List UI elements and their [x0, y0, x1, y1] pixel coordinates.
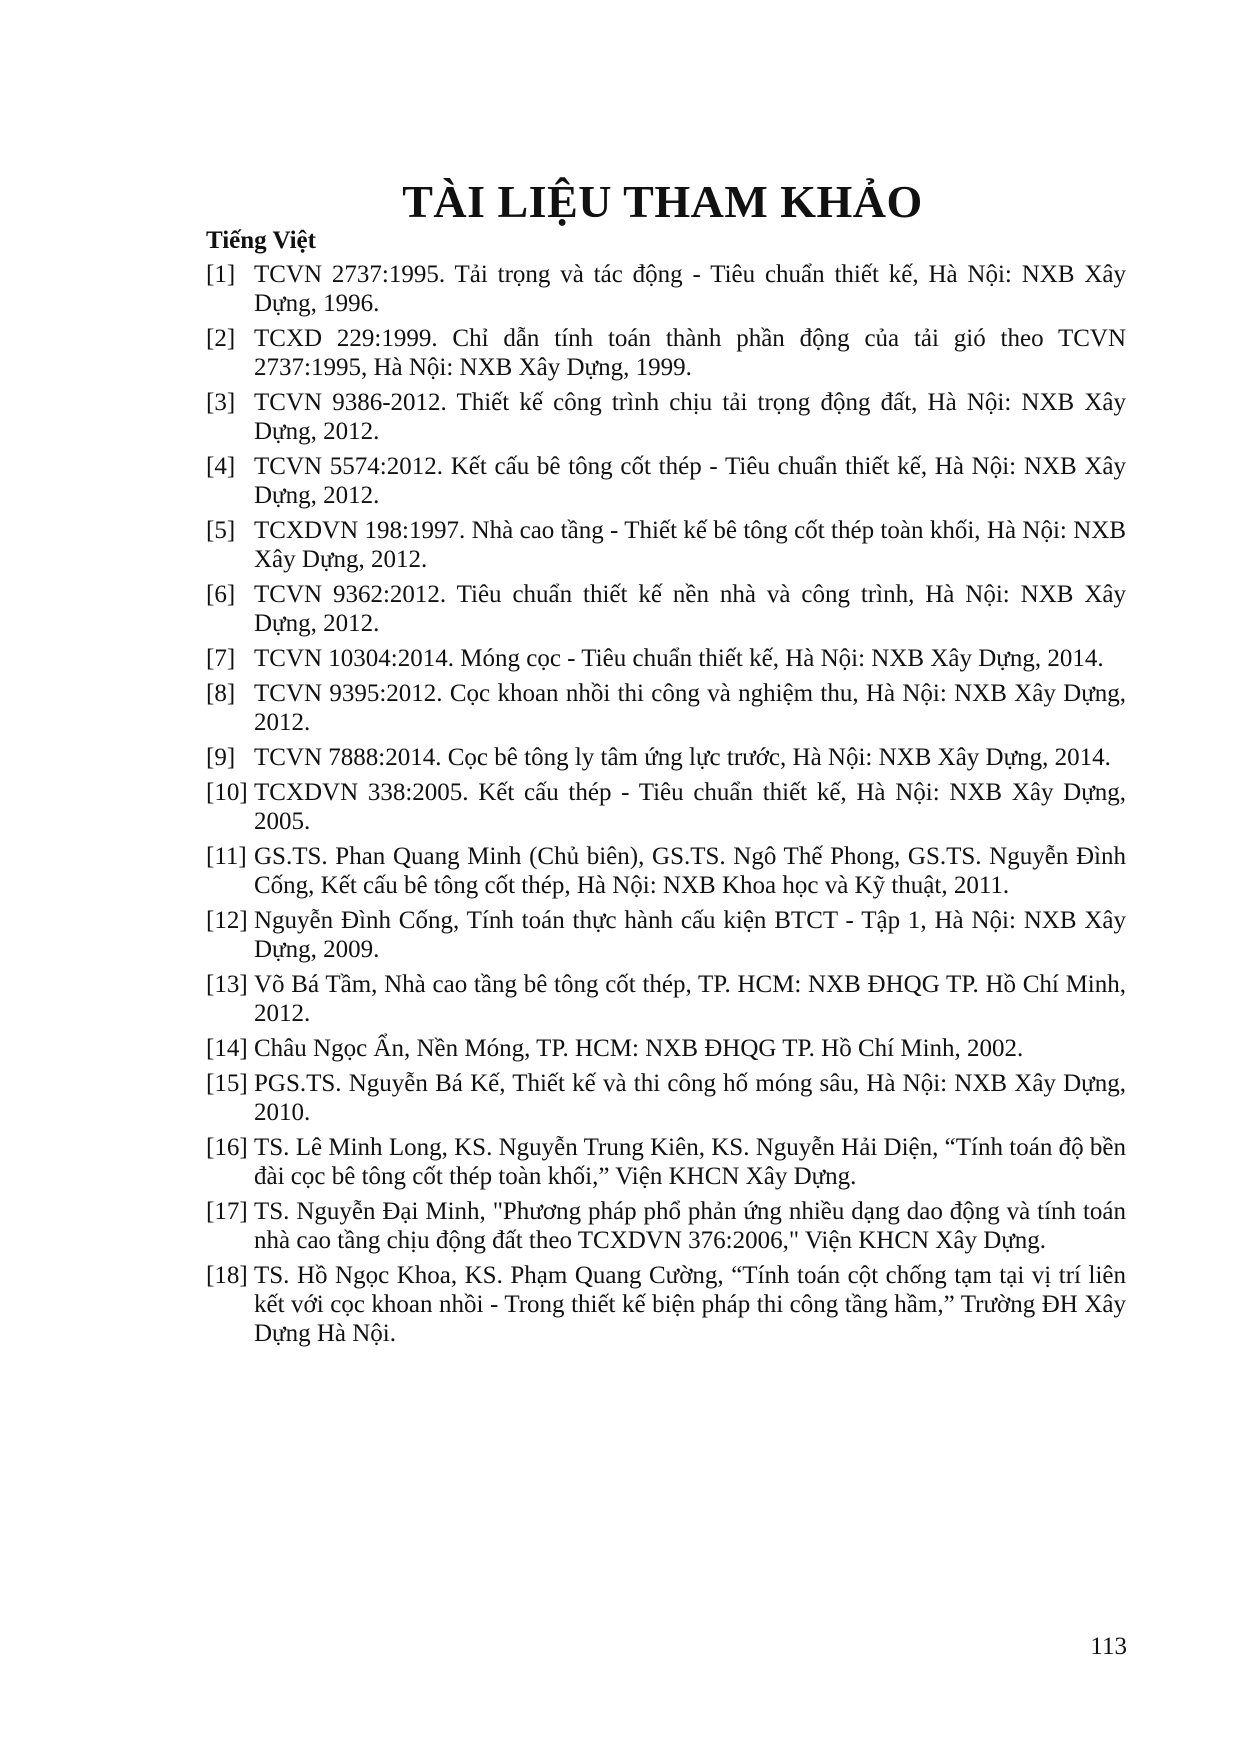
reference-item	[206, 580, 1126, 638]
reference-number: [2]	[206, 325, 236, 352]
reference-number: [5]	[206, 517, 236, 544]
reference-item	[206, 324, 1126, 382]
reference-text: TCXDVN 198:1997. Nhà cao tầng - Thiết kế bê tông cốt thép toàn khối, Hà Nội: NXB Xây Dựng, 2012.	[254, 517, 1126, 573]
reference-text: TCVN 2737:1995. Tải trọng và tác động - Tiêu chuẩn thiết kế, Hà Nội: NXB Xây Dựng, 1996.	[254, 261, 1126, 317]
reference-text: PGS.TS. Nguyễn Bá Kế, Thiết kế và thi công hố móng sâu, Hà Nội: NXB Xây Dựng, 2010.	[254, 1070, 1126, 1126]
reference-number: [15]	[206, 1070, 248, 1097]
reference-number: [10]	[206, 779, 248, 806]
page-title: TÀI LIỆU THAM KHẢO	[402, 176, 923, 227]
reference-number: [9]	[206, 744, 236, 771]
reference-number: [16]	[206, 1134, 248, 1161]
reference-item	[206, 1261, 1126, 1348]
reference-text: TCVN 9386-2012. Thiết kế công trình chịu tải trọng động đất, Hà Nội: NXB Xây Dựng, 2012.	[254, 389, 1126, 445]
reference-item	[206, 644, 1126, 673]
reference-item	[206, 1133, 1126, 1191]
reference-number: [18]	[206, 1262, 248, 1289]
reference-text: Châu Ngọc Ẩn, Nền Móng, TP. HCM: NXB ĐHQG TP. Hồ Chí Minh, 2002.	[254, 1035, 1024, 1062]
reference-number: [13]	[206, 971, 248, 998]
reference-item	[206, 516, 1126, 574]
reference-number: [7]	[206, 645, 236, 672]
reference-item	[206, 842, 1126, 900]
reference-item	[206, 679, 1126, 737]
reference-text: TCVN 10304:2014. Móng cọc - Tiêu chuẩn thiết kế, Hà Nội: NXB Xây Dựng, 2014.	[254, 645, 1104, 672]
reference-number: [14]	[206, 1035, 248, 1062]
reference-item	[206, 452, 1126, 510]
reference-text: GS.TS. Phan Quang Minh (Chủ biên), GS.TS. Ngô Thế Phong, GS.TS. Nguyễn Đình Cống, Kết cấu bê tông cốt thép, Hà Nội: NXB Khoa học và Kỹ thuật, 2011.	[254, 843, 1126, 899]
page-number: 113	[1090, 1633, 1127, 1660]
reference-number: [4]	[206, 453, 236, 480]
reference-number: [3]	[206, 389, 236, 416]
reference-text: Võ Bá Tầm, Nhà cao tầng bê tông cốt thép, TP. HCM: NXB ĐHQG TP. Hồ Chí Minh, 2012.	[254, 971, 1126, 1027]
reference-item	[206, 743, 1126, 772]
reference-number: [1]	[206, 261, 236, 288]
reference-item	[206, 388, 1126, 446]
reference-text: TCVN 9395:2012. Cọc khoan nhồi thi công và nghiệm thu, Hà Nội: NXB Xây Dựng, 2012.	[254, 680, 1126, 736]
reference-item	[206, 778, 1126, 836]
reference-number: [12]	[206, 907, 248, 934]
reference-item	[206, 1034, 1126, 1063]
reference-text: TCXD 229:1999. Chỉ dẫn tính toán thành phần động của tải gió theo TCVN 2737:1995, Hà Nội: NXB Xây Dựng, 1999.	[254, 325, 1126, 381]
reference-number: [6]	[206, 581, 236, 608]
reference-item	[206, 260, 1126, 318]
reference-text: TCVN 5574:2012. Kết cấu bê tông cốt thép - Tiêu chuẩn thiết kế, Hà Nội: NXB Xây Dựng, 2012.	[254, 453, 1126, 509]
reference-text: TCXDVN 338:2005. Kết cấu thép - Tiêu chuẩn thiết kế, Hà Nội: NXB Xây Dựng, 2005.	[254, 779, 1126, 835]
reference-item	[206, 970, 1126, 1028]
reference-text: TS. Lê Minh Long, KS. Nguyễn Trung Kiên, KS. Nguyễn Hải Diện, “Tính toán độ bền đài cọc bê tông cốt thép toàn khối,” Viện KHCN Xây Dựng.	[254, 1134, 1126, 1190]
reference-text: TCVN 7888:2014. Cọc bê tông ly tâm ứng lực trước, Hà Nội: NXB Xây Dựng, 2014.	[254, 744, 1111, 771]
section-heading: Tiếng Việt	[206, 227, 316, 254]
reference-list	[206, 260, 1126, 1354]
reference-text: TS. Nguyễn Đại Minh, "Phương pháp phổ phản ứng nhiều dạng dao động và tính toán nhà cao tầng chịu động đất theo TCXDVN 376:2006," Viện KHCN Xây Dựng.	[254, 1198, 1126, 1254]
reference-item	[206, 1197, 1126, 1255]
reference-text: Nguyễn Đình Cống, Tính toán thực hành cấu kiện BTCT - Tập 1, Hà Nội: NXB Xây Dựng, 2009.	[254, 907, 1126, 963]
reference-text: TS. Hồ Ngọc Khoa, KS. Phạm Quang Cường, “Tính toán cột chống tạm tại vị trí liên kết với cọc khoan nhồi - Trong thiết kế biện pháp thi công tầng hầm,” Trường ĐH Xây Dựng Hà Nội.	[254, 1262, 1126, 1347]
reference-number: [17]	[206, 1198, 248, 1225]
reference-item	[206, 906, 1126, 964]
reference-text: TCVN 9362:2012. Tiêu chuẩn thiết kế nền nhà và công trình, Hà Nội: NXB Xây Dựng, 2012.	[254, 581, 1126, 637]
reference-number: [8]	[206, 680, 236, 707]
reference-number: [11]	[206, 843, 247, 870]
reference-item	[206, 1069, 1126, 1127]
